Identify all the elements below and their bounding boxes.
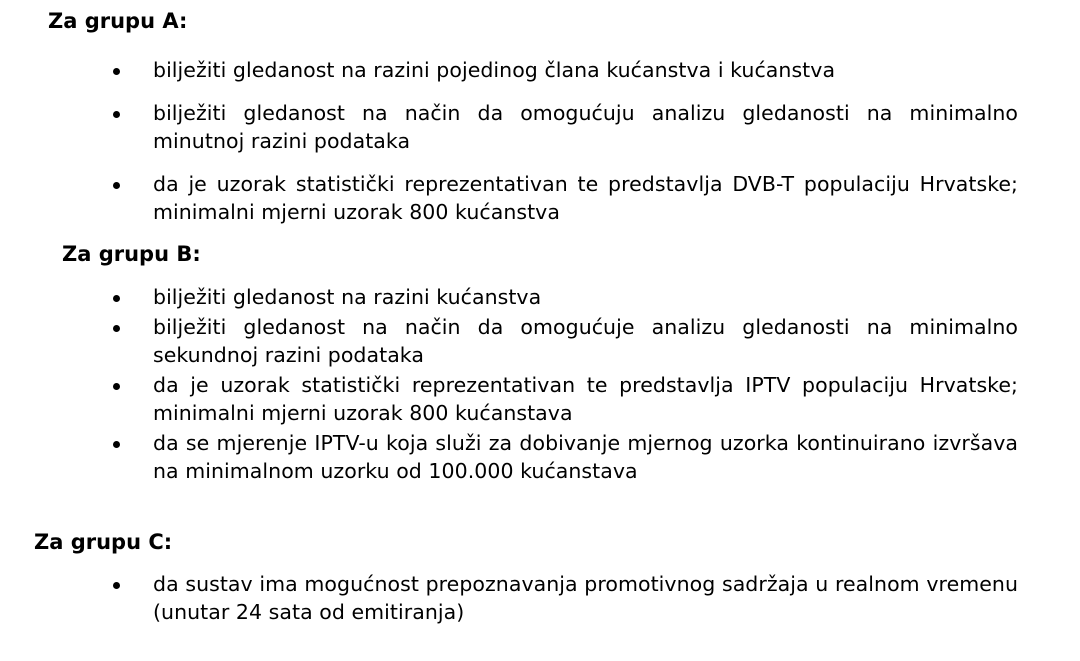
bullet-icon [113,182,120,189]
section-heading-group-b: Za grupu B: [62,242,201,266]
list-item [0,170,1080,226]
list-item-text: bilježiti gledanost na razini kućanstva [153,285,542,309]
list-item [0,371,1080,427]
section-heading-group-a: Za grupu A: [48,9,188,33]
list-item [0,99,1080,155]
list-item-text: da se mjerenje IPTV-u koja služi za dobivanje mjernog uzorka kontinuirano izvršava na minimalnom uzorku od 100.000 kućanstava [153,431,1018,483]
bullet-icon [113,383,120,390]
bullet-icon [113,68,120,75]
requirements-list-group-b [0,283,1080,487]
bullet-icon [113,582,120,589]
list-item [0,283,1080,311]
list-item-text: da je uzorak statistički reprezentativan te predstavlja DVB-T populaciju Hrvatske; minimalni mjerni uzorak 800 kućanstva [153,172,1018,224]
list-item-text: da je uzorak statistički reprezentativan te predstavlja IPTV populaciju Hrvatske; minimalni mjerni uzorak 800 kućanstava [153,373,1018,425]
list-item [0,429,1080,485]
list-item [0,56,1080,84]
list-item-text: bilježiti gledanost na razini pojedinog člana kućanstva i kućanstva [153,58,836,82]
bullet-icon [113,325,120,332]
list-item [0,313,1080,369]
bullet-icon [113,295,120,302]
requirements-list-group-a [0,56,1080,241]
list-item-text: bilježiti gledanost na način da omogućuje analizu gledanosti na minimalno sekundnoj razini podataka [153,315,1018,367]
list-item [0,570,1080,626]
bullet-icon [113,441,120,448]
section-heading-group-c: Za grupu C: [34,530,173,554]
requirements-list-group-c [0,570,1080,626]
list-item-text: bilježiti gledanost na način da omogućuju analizu gledanosti na minimalno minutnoj razini podataka [153,101,1018,153]
list-item-text: da sustav ima mogućnost prepoznavanja promotivnog sadržaja u realnom vremenu (unutar 24 sata od emitiranja) [153,572,1018,624]
bullet-icon [113,111,120,118]
